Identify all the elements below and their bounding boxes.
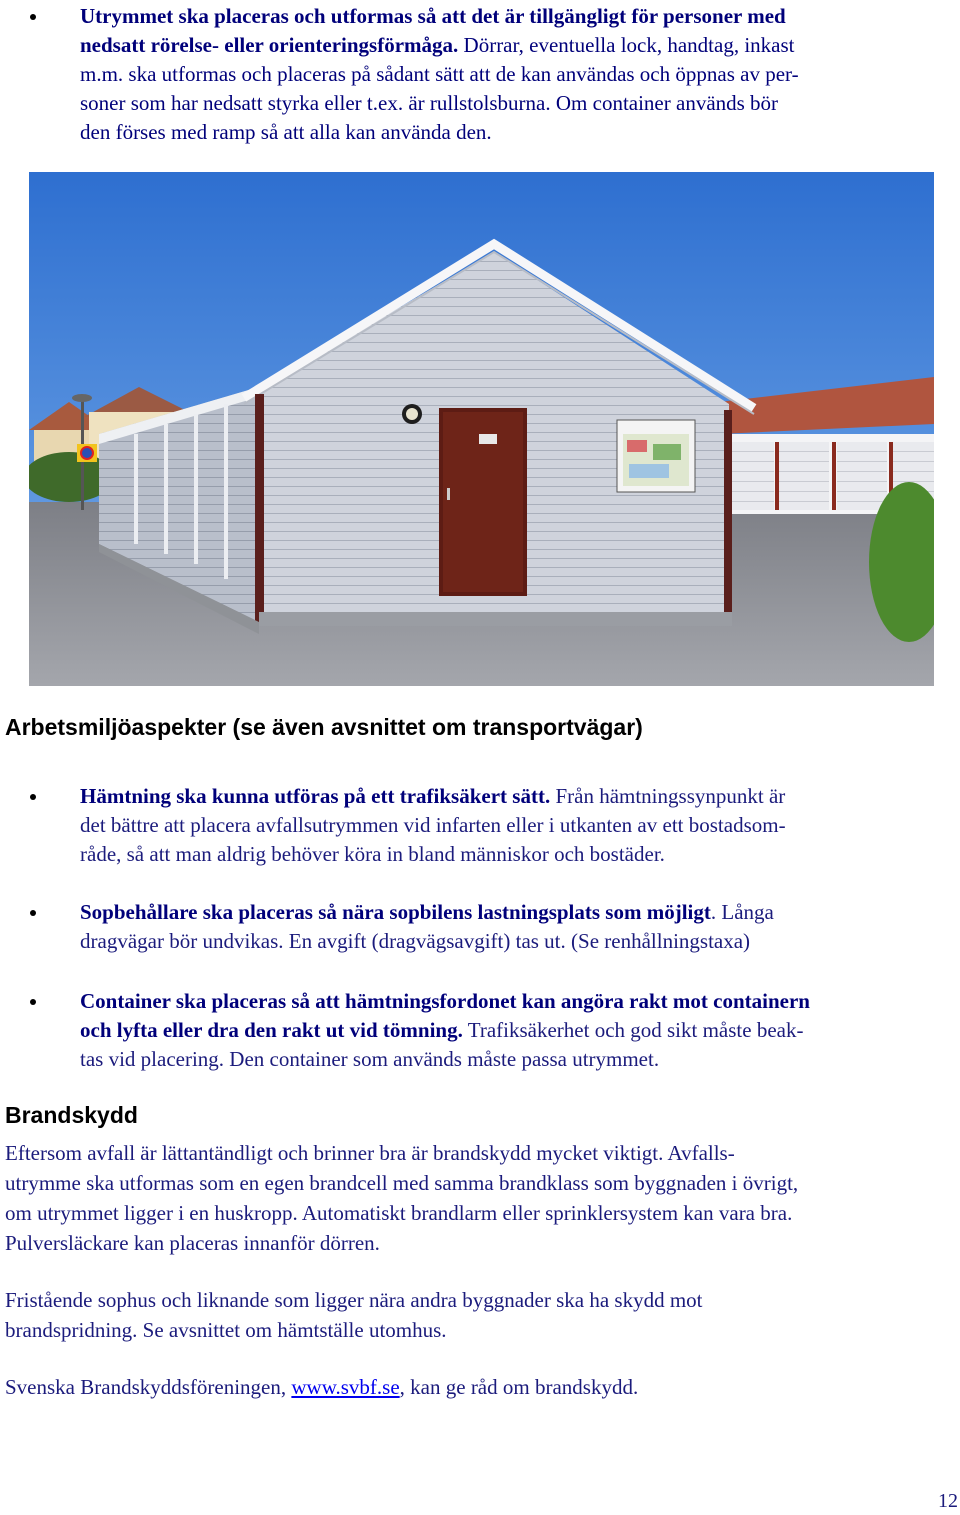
paragraph-line: brandspridning. Se avsnittet om hämtställe utomhus.	[5, 1318, 447, 1342]
bullet-text: . Långa	[710, 900, 774, 924]
paragraph-line: Pulversläckare kan placeras innanför dörren.	[5, 1231, 380, 1255]
bullet-text: den förses med ramp så att alla kan använda den.	[80, 120, 492, 144]
bullet-bold-text: och lyfta eller dra den rakt ut vid tömning.	[80, 1018, 463, 1042]
bullet-traffic-safety	[0, 782, 960, 869]
paragraph-text: , kan ge råd om brandskydd.	[399, 1375, 639, 1399]
bullet-text: tas vid placering. Den container som används måste passa utrymmet.	[80, 1047, 660, 1071]
paragraph-line: Eftersom avfall är lättantändligt och brinner bra är brandskydd mycket viktigt. Avfalls-	[5, 1141, 735, 1165]
fire-paragraph-3	[5, 1372, 960, 1402]
page-number: 12	[938, 1490, 958, 1512]
paragraph-line: utrymme ska utformas som en egen brandcell med samma brandklass som byggnaden i övrigt,	[5, 1171, 799, 1195]
bullet-text: råde, så att man aldrig behöver köra in bland människor och bostäder.	[80, 842, 665, 866]
waste-building-photo	[29, 172, 934, 686]
section-heading-work-environment: Arbetsmiljöaspekter (se även avsnittet om transportvägar)	[5, 714, 643, 740]
bullet-container-placement	[0, 898, 960, 956]
paragraph-text: Svenska Brandskyddsföreningen,	[5, 1375, 292, 1399]
bullet-text: Dörrar, eventuella lock, handtag, inkast	[458, 33, 795, 57]
bullet-dot-icon	[30, 910, 36, 916]
bullet-bold-text: nedsatt rörelse- eller orienteringsförmåga.	[80, 33, 459, 57]
fire-paragraph-1	[5, 1138, 960, 1258]
fire-paragraph-2	[5, 1285, 960, 1345]
paragraph-line: Fristående sophus och liknande som ligger nära andra byggnader ska ha skydd mot	[5, 1288, 703, 1312]
work-bullet-list	[0, 782, 960, 1074]
bullet-text: Trafiksäkerhet och god sikt måste beak-	[462, 1018, 804, 1042]
bullet-text: m.m. ska utformas och placeras på sådant sätt att de kan användas och öppnas av per-	[80, 62, 799, 86]
bullet-text: dragvägar bör undvikas. En avgift (dragvägsavgift) tas ut. (Se renhållningstaxa)	[80, 929, 751, 953]
bullet-dot-icon	[30, 999, 36, 1005]
top-bullet-block	[0, 2, 960, 147]
bullet-bold-text: Hämtning ska kunna utföras på ett trafiksäkert sätt.	[80, 784, 551, 808]
bullet-bold-text: Sopbehållare ska placeras så nära sopbilens lastningsplats som möjligt	[80, 900, 711, 924]
bullet-dot-icon	[30, 14, 36, 20]
bullet-container-vehicle	[0, 987, 960, 1074]
bullet-bold-text: Utrymmet ska placeras och utformas så att det är tillgängligt för personer med	[80, 4, 786, 28]
bullet-text: det bättre att placera avfallsutrymmen vid infarten eller i utkanten av ett bostadsom-	[80, 813, 786, 837]
bullet-text: soner som har nedsatt styrka eller t.ex. är rullstolsburna. Om container används bör	[80, 91, 779, 115]
bullet-bold-text: Container ska placeras så att hämtningsfordonet kan angöra rakt mot containern	[80, 989, 810, 1013]
svbf-link[interactable]: www.svbf.se	[291, 1375, 400, 1399]
bullet-dot-icon	[30, 794, 36, 800]
bullet-text: Från hämtningssynpunkt är	[550, 784, 786, 808]
section-heading-fire-protection: Brandskydd	[5, 1102, 138, 1128]
paragraph-line: om utrymmet ligger i en huskropp. Automatiskt brandlarm eller sprinklersystem kan vara bra.	[5, 1201, 793, 1225]
bullet-accessibility	[0, 2, 960, 147]
